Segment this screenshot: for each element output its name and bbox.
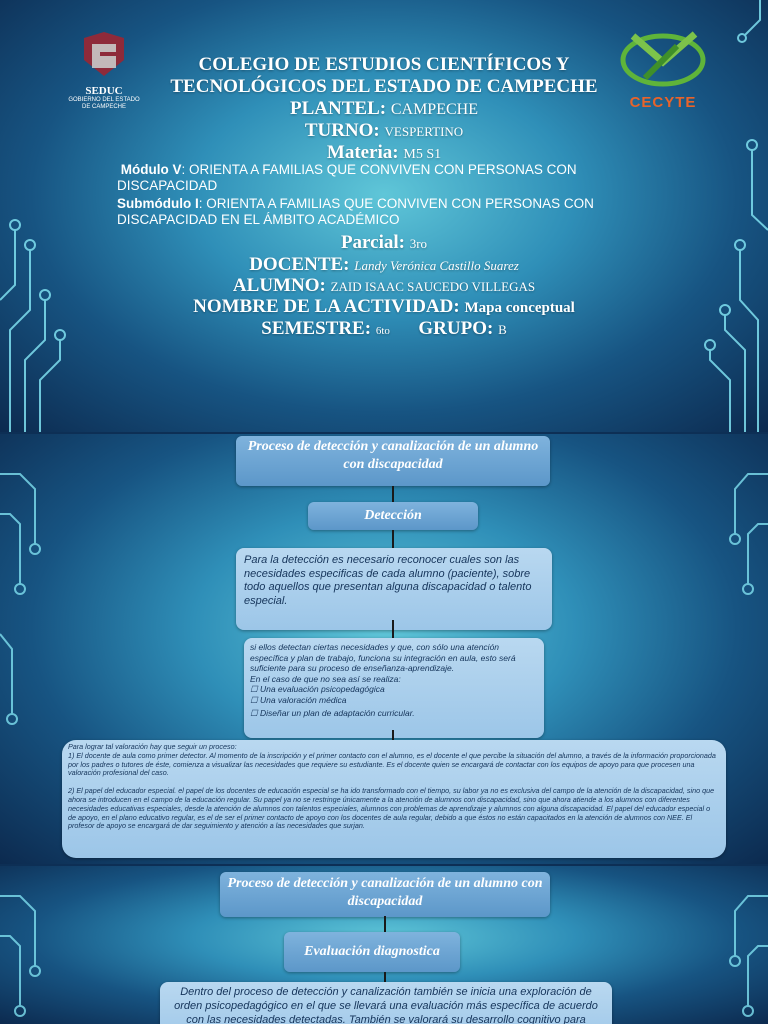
turno-value: VESPERTINO bbox=[384, 124, 464, 139]
list-item: ☐ Una evaluación psicopedagógica bbox=[250, 684, 385, 694]
semestre-row bbox=[0, 318, 768, 342]
title-slide bbox=[0, 0, 768, 432]
submodulo-value: : ORIENTA A FAMILIAS QUE CONVIVEN CON PERSONAS CON DISCAPACIDAD EN EL ÁMBITO ACADÉMICO bbox=[117, 196, 594, 227]
turno-row bbox=[0, 120, 768, 143]
evaluacion-description: Dentro del proceso de detección y canalización también se inicia una exploración de orden psicopedagógico en el que se llevará una evaluación más específica de acuerdo con las necesidades detectadas. También se valorará su desarrollo cognitivo para bbox=[160, 982, 612, 1024]
submodulo-label: Submódulo I bbox=[117, 196, 199, 211]
school-name-line1: COLEGIO DE ESTUDIOS CIENTÍFICOS Y bbox=[198, 54, 570, 75]
semestre-label: SEMESTRE: bbox=[261, 318, 372, 339]
grupo-label: GRUPO: bbox=[418, 318, 494, 339]
actividad-row bbox=[0, 296, 768, 319]
docente-value: Landy Verónica Castillo Suarez bbox=[354, 258, 519, 273]
materia-label: Materia: bbox=[326, 142, 399, 163]
school-name-line2: TECNOLÓGICOS DEL ESTADO DE CAMPECHE bbox=[170, 76, 598, 97]
concept-map-slide bbox=[0, 434, 768, 864]
connector-line bbox=[392, 620, 394, 638]
modulo-text bbox=[117, 162, 637, 194]
list-item: ☐ Diseñar un plan de adaptación curricular. bbox=[250, 708, 415, 718]
alumno-row bbox=[0, 275, 768, 298]
docente-label: DOCENTE: bbox=[249, 254, 350, 275]
parcial-value: 3ro bbox=[409, 236, 428, 251]
process-intro: Para lograr tal valoración hay que seguir un proceso: bbox=[68, 742, 237, 751]
options-intro: si ellos detectan ciertas necesidades y que, con sólo una atención específica y plan de trabajo, funciona su integración en aula, esto será suficiente para su proceso de enseñanza-aprendizaje. bbox=[250, 642, 516, 673]
connector-line bbox=[384, 972, 386, 982]
process-step-2: 2) El papel del educador especial. el papel de los docentes de educación especial se ha ido transformado con el tiempo, su labor ya no es exclusiva del campo de la atención de la discapacidad, sino que ahora se introducen en el campo de la educación regular. Su papel ya no se restringe únicamente a la atención de alumnos con discapacidad, sino que ahora atiende a los alumnos con diferentes necesidades educativas especiales, desde la atención de alumnos con talentos especiales, alumnos con problemas de aprendizaje y alumnos con alguna discapacidad. El papel del educador especial o de apoyo, en el plano educativo regular, es el de ser el primer contacto de apoyo con los docentes de aula regular, debido a que éstos no están capacitados en la atención de alumnos con NEE. El profesor de apoyo se encargará de dar seguimiento y atención a las necesidades que surjan. bbox=[68, 786, 715, 831]
seduc-sublabel: GOBIERNO DEL ESTADO DE CAMPECHE bbox=[68, 97, 140, 110]
cecyte-label: CECYTE bbox=[629, 94, 697, 111]
turno-label: TURNO: bbox=[304, 120, 380, 141]
alumno-value: ZAID ISAAC SAUCEDO VILLEGAS bbox=[330, 279, 536, 294]
actividad-value: Mapa conceptual bbox=[464, 300, 575, 316]
materia-value: M5 S1 bbox=[403, 147, 442, 162]
alumno-label: ALUMNO: bbox=[232, 275, 326, 296]
plantel-row bbox=[0, 98, 768, 121]
grupo-value: B bbox=[498, 322, 507, 337]
deteccion-description: Para la detección es necesario reconocer cuales son las necesidades especificas de cada alumno (paciente), sobre todo aquellos que presentan alguna discapacidad o talento especial. bbox=[236, 548, 552, 630]
evaluacion-node: Evaluación diagnostica bbox=[284, 932, 460, 972]
actividad-label: NOMBRE DE LA ACTIVIDAD: bbox=[193, 296, 460, 317]
connector-line bbox=[392, 730, 394, 740]
options-subheading: En el caso de que no sea así se realiza: bbox=[250, 673, 401, 684]
deteccion-node: Detección bbox=[308, 502, 478, 530]
docente-row bbox=[0, 254, 768, 277]
connector-line bbox=[384, 916, 386, 932]
plantel-label: PLANTEL: bbox=[290, 98, 387, 119]
map-title-node: Proceso de detección y canalización de un alumno con discapacidad bbox=[220, 872, 550, 917]
modulo-value: : ORIENTA A FAMILIAS QUE CONVIVEN CON PERSONAS CON DISCAPACIDAD bbox=[117, 162, 577, 193]
semestre-value: 6to bbox=[375, 325, 390, 337]
modulo-label: Módulo V bbox=[120, 162, 182, 177]
map-title-node: Proceso de detección y canalización de un alumno con discapacidad bbox=[236, 436, 550, 486]
plantel-value: CAMPECHE bbox=[390, 101, 478, 118]
list-item: ☐ Una valoración médica bbox=[250, 694, 347, 705]
process-step-1: 1) El docente de aula como primer detector. Al momento de la inscripción y el primer contacto con el alumno, es el docente el que percibe la situación del alumno, a través de la información proporcionada por los padres o tutores de éste, comienza a visualizar las necesidades que requiere su estudiante. Es el docente quien se encargará de contactar con los equipos de apoyo para que procesen una valoración profesional del caso. bbox=[68, 750, 716, 778]
connector-line bbox=[392, 486, 394, 502]
parcial-row bbox=[0, 232, 768, 255]
evaluation-options-node bbox=[244, 638, 544, 738]
submodulo-text bbox=[117, 196, 637, 228]
seduc-label: SEDUC bbox=[85, 85, 123, 97]
connector-line bbox=[392, 530, 394, 548]
evaluation-slide bbox=[0, 866, 768, 1024]
process-description bbox=[62, 740, 726, 858]
parcial-label: Parcial: bbox=[340, 232, 405, 253]
